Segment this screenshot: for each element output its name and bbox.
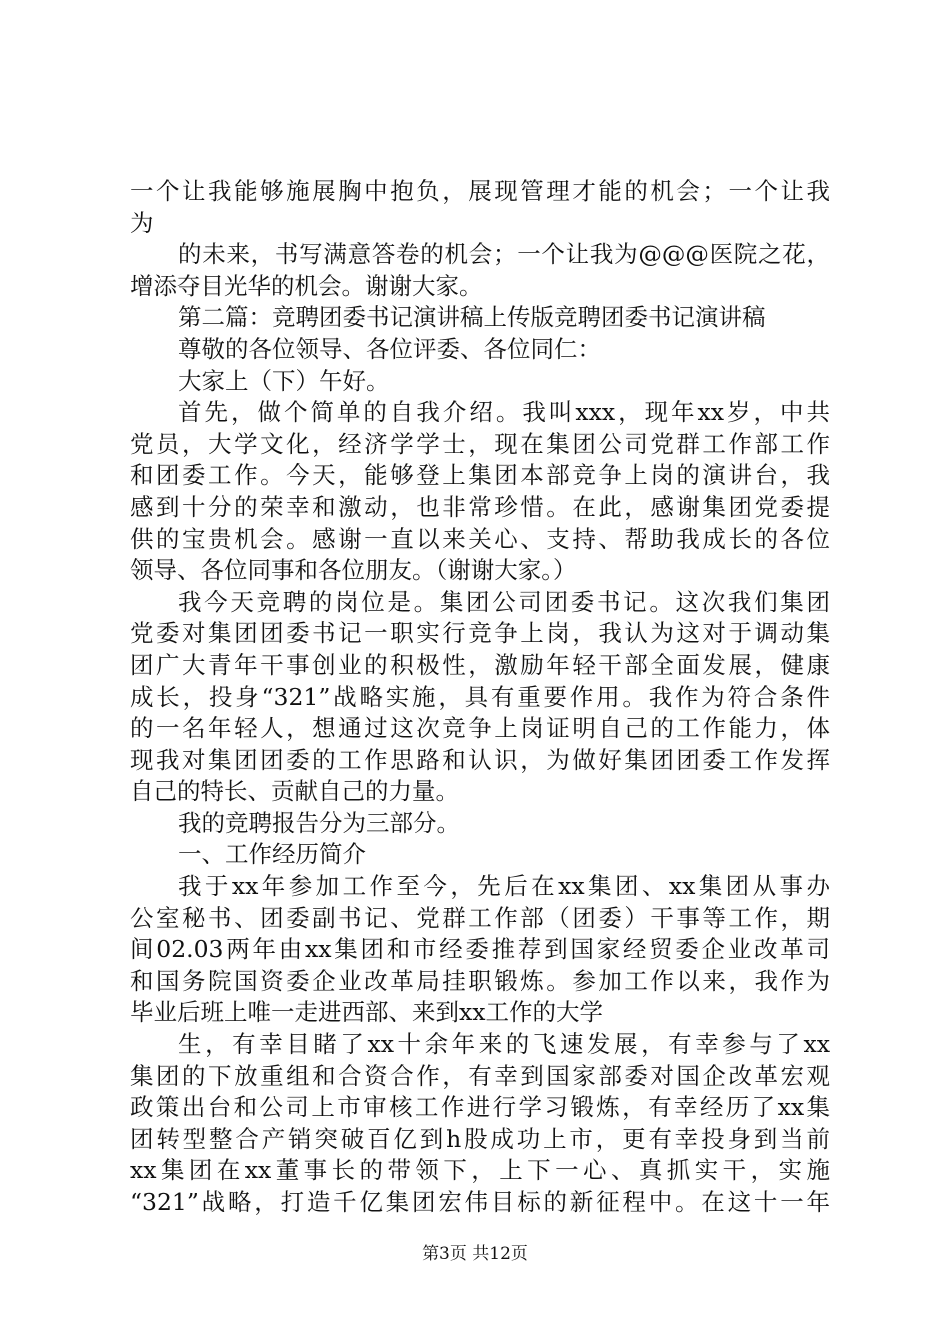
text-line: 大家上（下）午好。 [178,366,390,395]
text-line: 我今天竞聘的岗位是。集团公司团委书记。这次我们集团 [178,587,830,616]
text-line: 间02.03两年由xx集团和市经委推荐到国家经贸委企业改革司 [130,935,830,964]
text-line: 集团的下放重组和合资合作，有幸到国家部委对国企改革宏观 [130,1061,830,1090]
text-line: 团广大青年干事创业的积极性，激励年轻干部全面发展，健康 [130,650,830,679]
text-line: 和国务院国资委企业改革局挂职锻炼。参加工作以来，我作为 [130,966,830,995]
page-footer: 第3页 共12页 [422,1244,528,1264]
text-line: 我于xx年参加工作至今，先后在xx集团、xx集团从事办 [178,872,830,901]
text-line: xx集团在xx董事长的带领下，上下一心、真抓实干，实施 [130,1156,830,1185]
text-line: 首先，做个简单的自我介绍。我叫xxx，现年xx岁，中共 [178,398,830,427]
text-line: 公室秘书、团委副书记、党群工作部（团委）干事等工作，期 [130,903,830,932]
text-line: 政策出台和公司上市审核工作进行学习锻炼，有幸经历了xx集 [130,1093,830,1122]
text-line: 尊敬的各位领导、各位评委、各位同仁： [178,334,601,363]
text-line: 的一名年轻人，想通过这次竞争上岗证明自己的工作能力，体 [130,714,830,743]
text-line: 自己的特长、贡献自己的力量。 [130,777,459,806]
text-line: 和团委工作。今天，能够登上集团本部竞争上岗的演讲台，我 [130,461,830,490]
document-body [130,176,830,1219]
text-line: 毕业后班上唯一走进西部、来到xx工作的大学 [130,998,604,1027]
text-line: 为 [130,208,154,237]
text-line: 领导、各位同事和各位朋友。（谢谢大家。） [130,556,577,585]
text-line: 党委对集团团委书记一职实行竞争上岗，我认为这对于调动集 [130,619,830,648]
text-line: 增添夺目光华的机会。谢谢大家。 [130,271,483,300]
text-line: 生，有幸目睹了xx十余年来的飞速发展，有幸参与了xx [178,1030,830,1059]
text-line: 党员，大学文化，经济学学士，现在集团公司党群工作部工作 [130,429,830,458]
text-line: 第二篇：竞聘团委书记演讲稿上传版竞聘团委书记演讲稿 [178,303,766,332]
text-line: 一个让我能够施展胸中抱负，展现管理才能的机会；一个让我 [130,177,830,205]
text-line: 的未来，书写满意答卷的机会；一个让我为@@@医院之花， [178,240,830,269]
text-line: 我的竞聘报告分为三部分。 [178,808,460,837]
text-line: 团转型整合产销突破百亿到h股成功上市，更有幸投身到当前 [130,1124,830,1153]
text-line: 成长，投身“321”战略实施，具有重要作用。我作为符合条件 [130,682,830,711]
text-line: “321”战略，打造千亿集团宏伟目标的新征程中。在这十一年 [130,1188,830,1216]
text-line: 一、工作经历简介 [178,840,366,869]
text-line: 现我对集团团委的工作思路和认识，为做好集团团委工作发挥 [130,745,830,774]
text-line: 供的宝贵机会。感谢一直以来关心、支持、帮助我成长的各位 [130,524,830,553]
text-line: 感到十分的荣幸和激动，也非常珍惜。在此，感谢集团党委提 [130,492,830,521]
